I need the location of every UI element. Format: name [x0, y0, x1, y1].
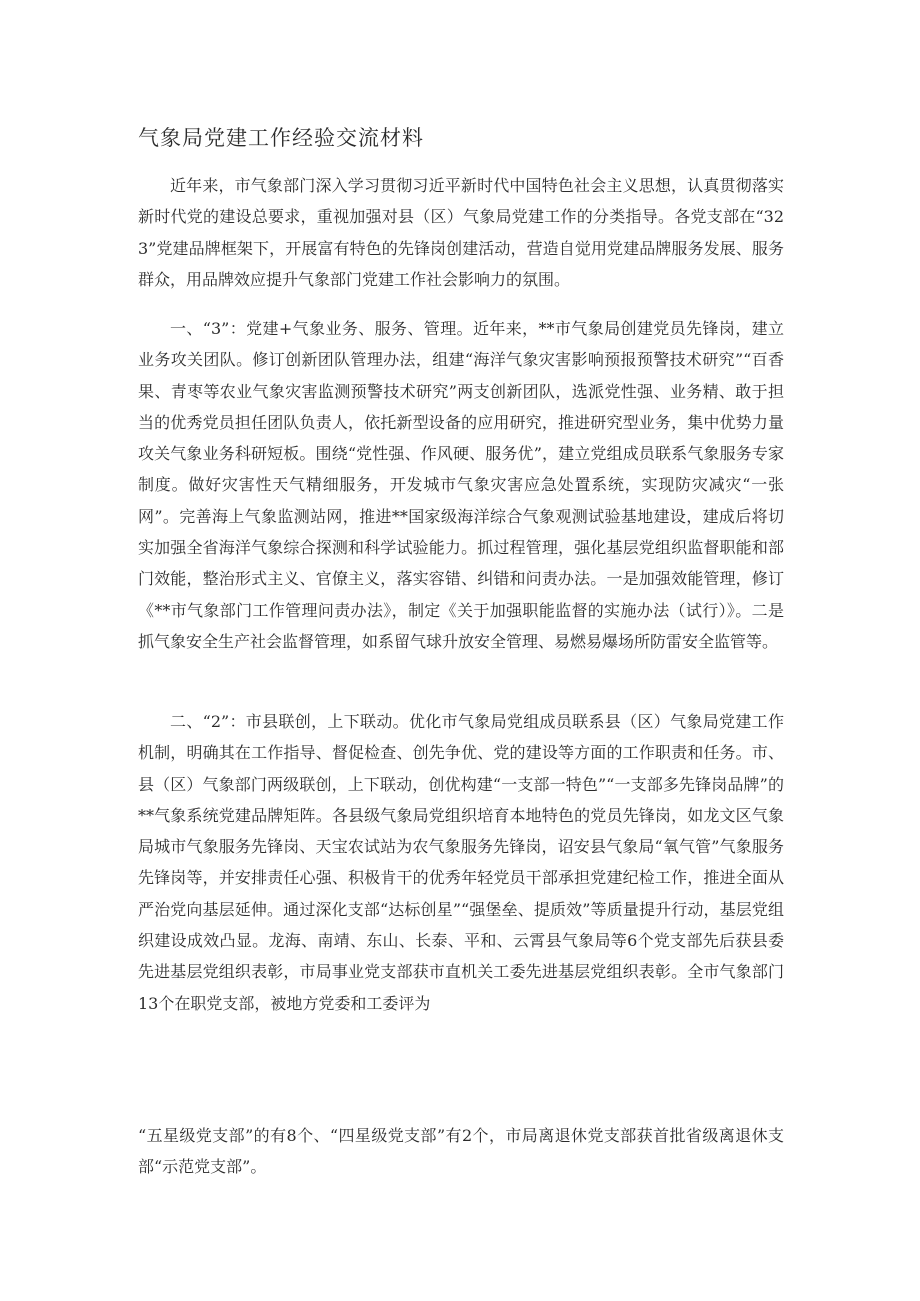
- document-title: 气象局党建工作经验交流材料: [138, 126, 424, 150]
- paragraph-intro: 近年来，市气象部门深入学习贯彻习近平新时代中国特色社会主义思想，认真贯彻落实新时代党的建设总要求，重视加强对县（区）气象局党建工作的分类指导。各党支部在“323”党建品牌框架下，开展富有特色的先锋岗创建活动，营造自觉用党建品牌服务发展、服务群众，用品牌效应提升气象部门党建工作社会影响力的氛围。: [138, 176, 784, 289]
- paragraph-section-one: 一、“3”：党建+气象业务、服务、管理。近年来，**市气象局创建党员先锋岗，建立业务攻关团队。修订创新团队管理办法，组建“海洋气象灾害影响预报预警技术研究”“百香果、青枣等农业气象灾害监测预警技术研究”两支创新团队，选派党性强、业务精、敢于担当的优秀党员担任团队负责人，依托新型设备的应用研究，推进研究型业务，集中优势力量攻关气象业务科研短板。围绕“党性强、作风硬、服务优”，建立党组成员联系气象服务专家制度。做好灾害性天气精细服务，开发城市气象灾害应急处置系统，实现防灾减灾“一张网”。完善海上气象监测站网，推进**国家级海洋综合气象观测试验基地建设，建成后将切实加强全省海洋气象综合探测和科学试验能力。抓过程管理，强化基层党组织监督职能和部门效能，整治形式主义、官僚主义，落实容错、纠错和问责办法。一是加强效能管理，修订《**市气象部门工作管理问责办法》，制定《关于加强职能监督的实施办法（试行）》。二是抓气象安全生产社会监督管理，如系留气球升放安全管理、易燃易爆场所防雷安全监管等。: [138, 319, 784, 651]
- paragraph-continuation: “五星级党支部”的有8个、“四星级党支部”有2个，市局离退休党支部获首批省级离退休支部“示范党支部”。: [138, 1126, 784, 1177]
- paragraph-section-two: 二、“2”：市县联创，上下联动。优化市气象局党组成员联系县（区）气象局党建工作机制，明确其在工作指导、督促检查、创先争优、党的建设等方面的工作职责和任务。市、县（区）气象部门两级联创，上下联动，创优构建“一支部一特色”“一支部多先锋岗品牌”的**气象系统党建品牌矩阵。各县级气象局党组织培育本地特色的党员先锋岗，如龙文区气象局城市气象服务先锋岗、天宝农试站为农气象服务先锋岗，诏安县气象局“氧气管”气象服务先锋岗等，并安排责任心强、积极肯干的优秀年轻党员干部承担党建纪检工作，推进全面从严治党向基层延伸。通过深化支部“达标创星”“强堡垒、提质效”等质量提升行动，基层党组织建设成效凸显。龙海、南靖、东山、长泰、平和、云霄县气象局等6个党支部先后获县委先进基层党组织表彰，市局事业党支部获市直机关工委先进基层党组织表彰。全市气象部门13个在职党支部，被地方党委和工委评为: [138, 712, 784, 1013]
